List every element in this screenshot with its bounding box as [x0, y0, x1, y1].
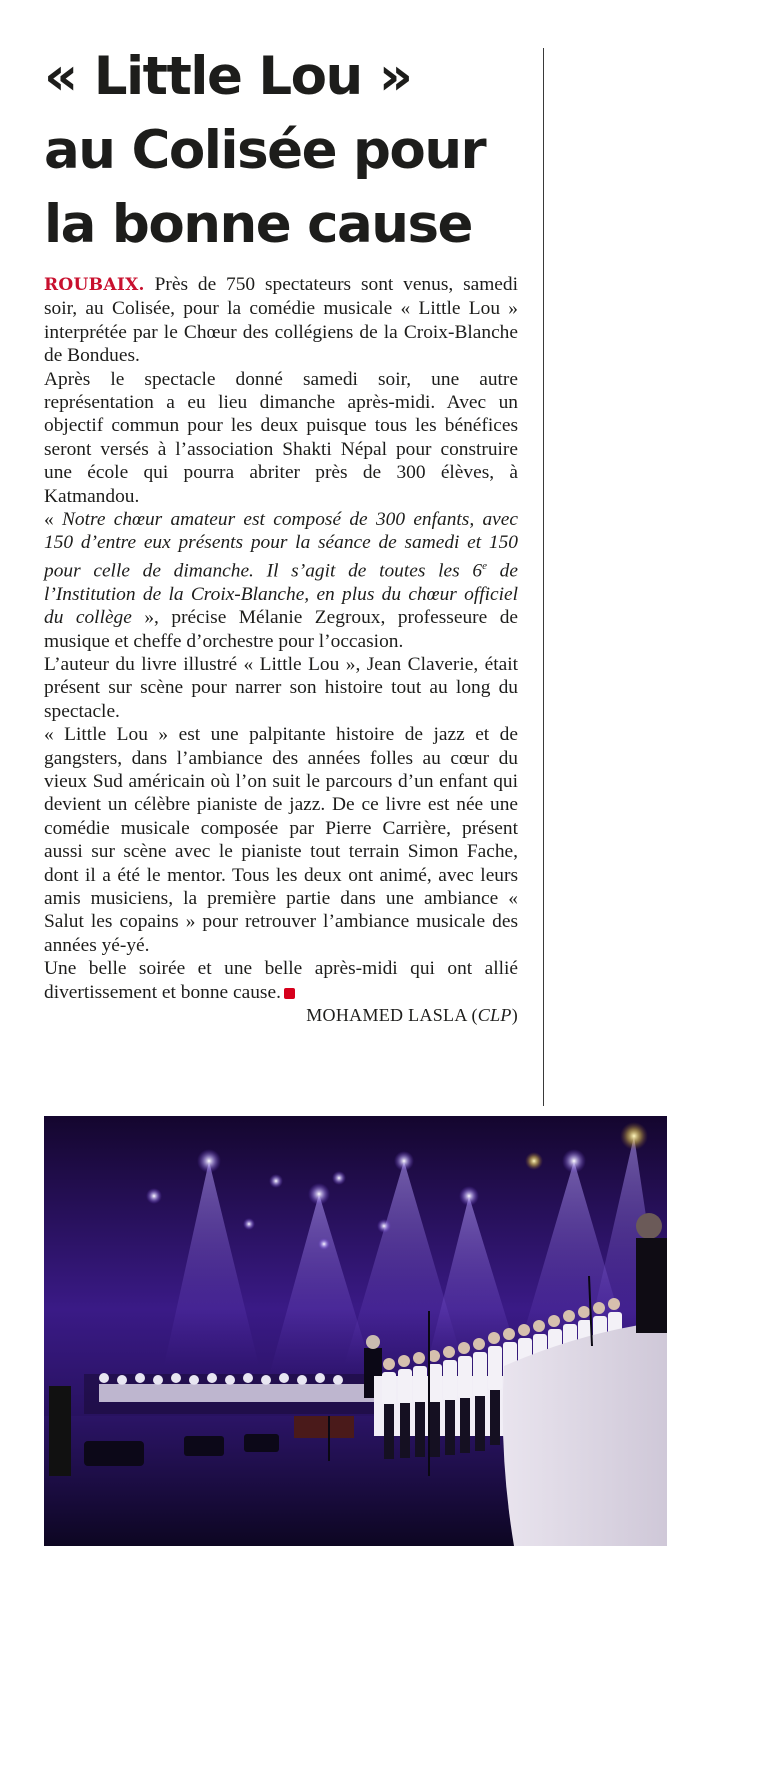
ordinal-superscript: e: [482, 559, 487, 572]
byline-paren: ): [511, 1005, 518, 1026]
paragraph: [44, 957, 518, 1004]
byline-agency: CLP: [477, 1005, 512, 1026]
end-of-article-icon: [284, 988, 295, 999]
headline: [44, 40, 534, 262]
byline-paren: (: [466, 1005, 478, 1026]
headline-line: « Little Lou »: [44, 46, 412, 107]
byline-name: MOHAMED LASLA: [306, 1005, 467, 1026]
quote-open: «: [44, 509, 62, 531]
concert-photo: [44, 1116, 667, 1546]
paragraph: [44, 273, 518, 368]
quote-paragraph: [44, 508, 518, 653]
paragraph-text: Une belle soirée et une belle après-midi qui ont allié divertissement et bonne cause.: [44, 958, 518, 1003]
paragraph-text: Près de 750 spectateurs sont venus, samedi soir, au Colisée, pour la comédie musicale « Little Lou » interprétée par le Chœur des collégiens de la Croix-Blanche de Bondues.: [44, 274, 518, 367]
headline-line: au Colisée pour: [44, 120, 486, 181]
paragraph-text: », précise Mélanie Zegroux, professeure de musique et cheffe d’orchestre pour l’occasion.: [44, 607, 518, 652]
article-body: [44, 273, 518, 1027]
orchestra: [84, 1373, 379, 1414]
paragraph: « Little Lou » est une palpitante histoire de jazz et de gangsters, dans l’ambiance des années folles au cœur du vieux Sud américain où l’on suit le parcours d’un enfant qui devient un célèbre pianiste de jazz. De ce livre est née une comédie musicale composée par Pierre Carrière, présent aussi sur scène avec le pianiste tout terrain Simon Fache, dont il a été le mentor. Tous les deux ont animé, avec leurs amis musiciens, la première partie dans une ambiance « Salut les copains » pour retrouver l’ambiance musicale des années yé-yé.: [44, 724, 518, 956]
column-divider: [543, 48, 544, 1106]
paragraph: L’auteur du livre illustré « Little Lou », Jean Claverie, était présent sur scène pour narrer son histoire tout au long du spectacle.: [44, 653, 518, 722]
quote-text: Notre chœur amateur est composé de 300 enfants, avec 150 d’entre eux présents pour la séance de samedi et 150 pour celle de dimanche. Il s’agit de toutes les 6: [44, 509, 518, 582]
quote-text: de l’Institution de la Croix-Blanche, en plus du chœur officiel du collège: [44, 560, 518, 629]
headline-line: la bonne cause: [44, 194, 472, 255]
stage-scene-illustration: [44, 1116, 667, 1546]
dateline: ROUBAIX.: [44, 275, 145, 295]
byline: [44, 1004, 518, 1027]
paragraph: Après le spectacle donné samedi soir, une autre représentation a eu lieu dimanche après-midi. Avec un objectif commun pour les deux puisque tous les bénéfices seront versés à l’association Shakti Népal pour construire une école qui pourra abriter près de 300 élèves, à Katmandou.: [44, 368, 518, 507]
